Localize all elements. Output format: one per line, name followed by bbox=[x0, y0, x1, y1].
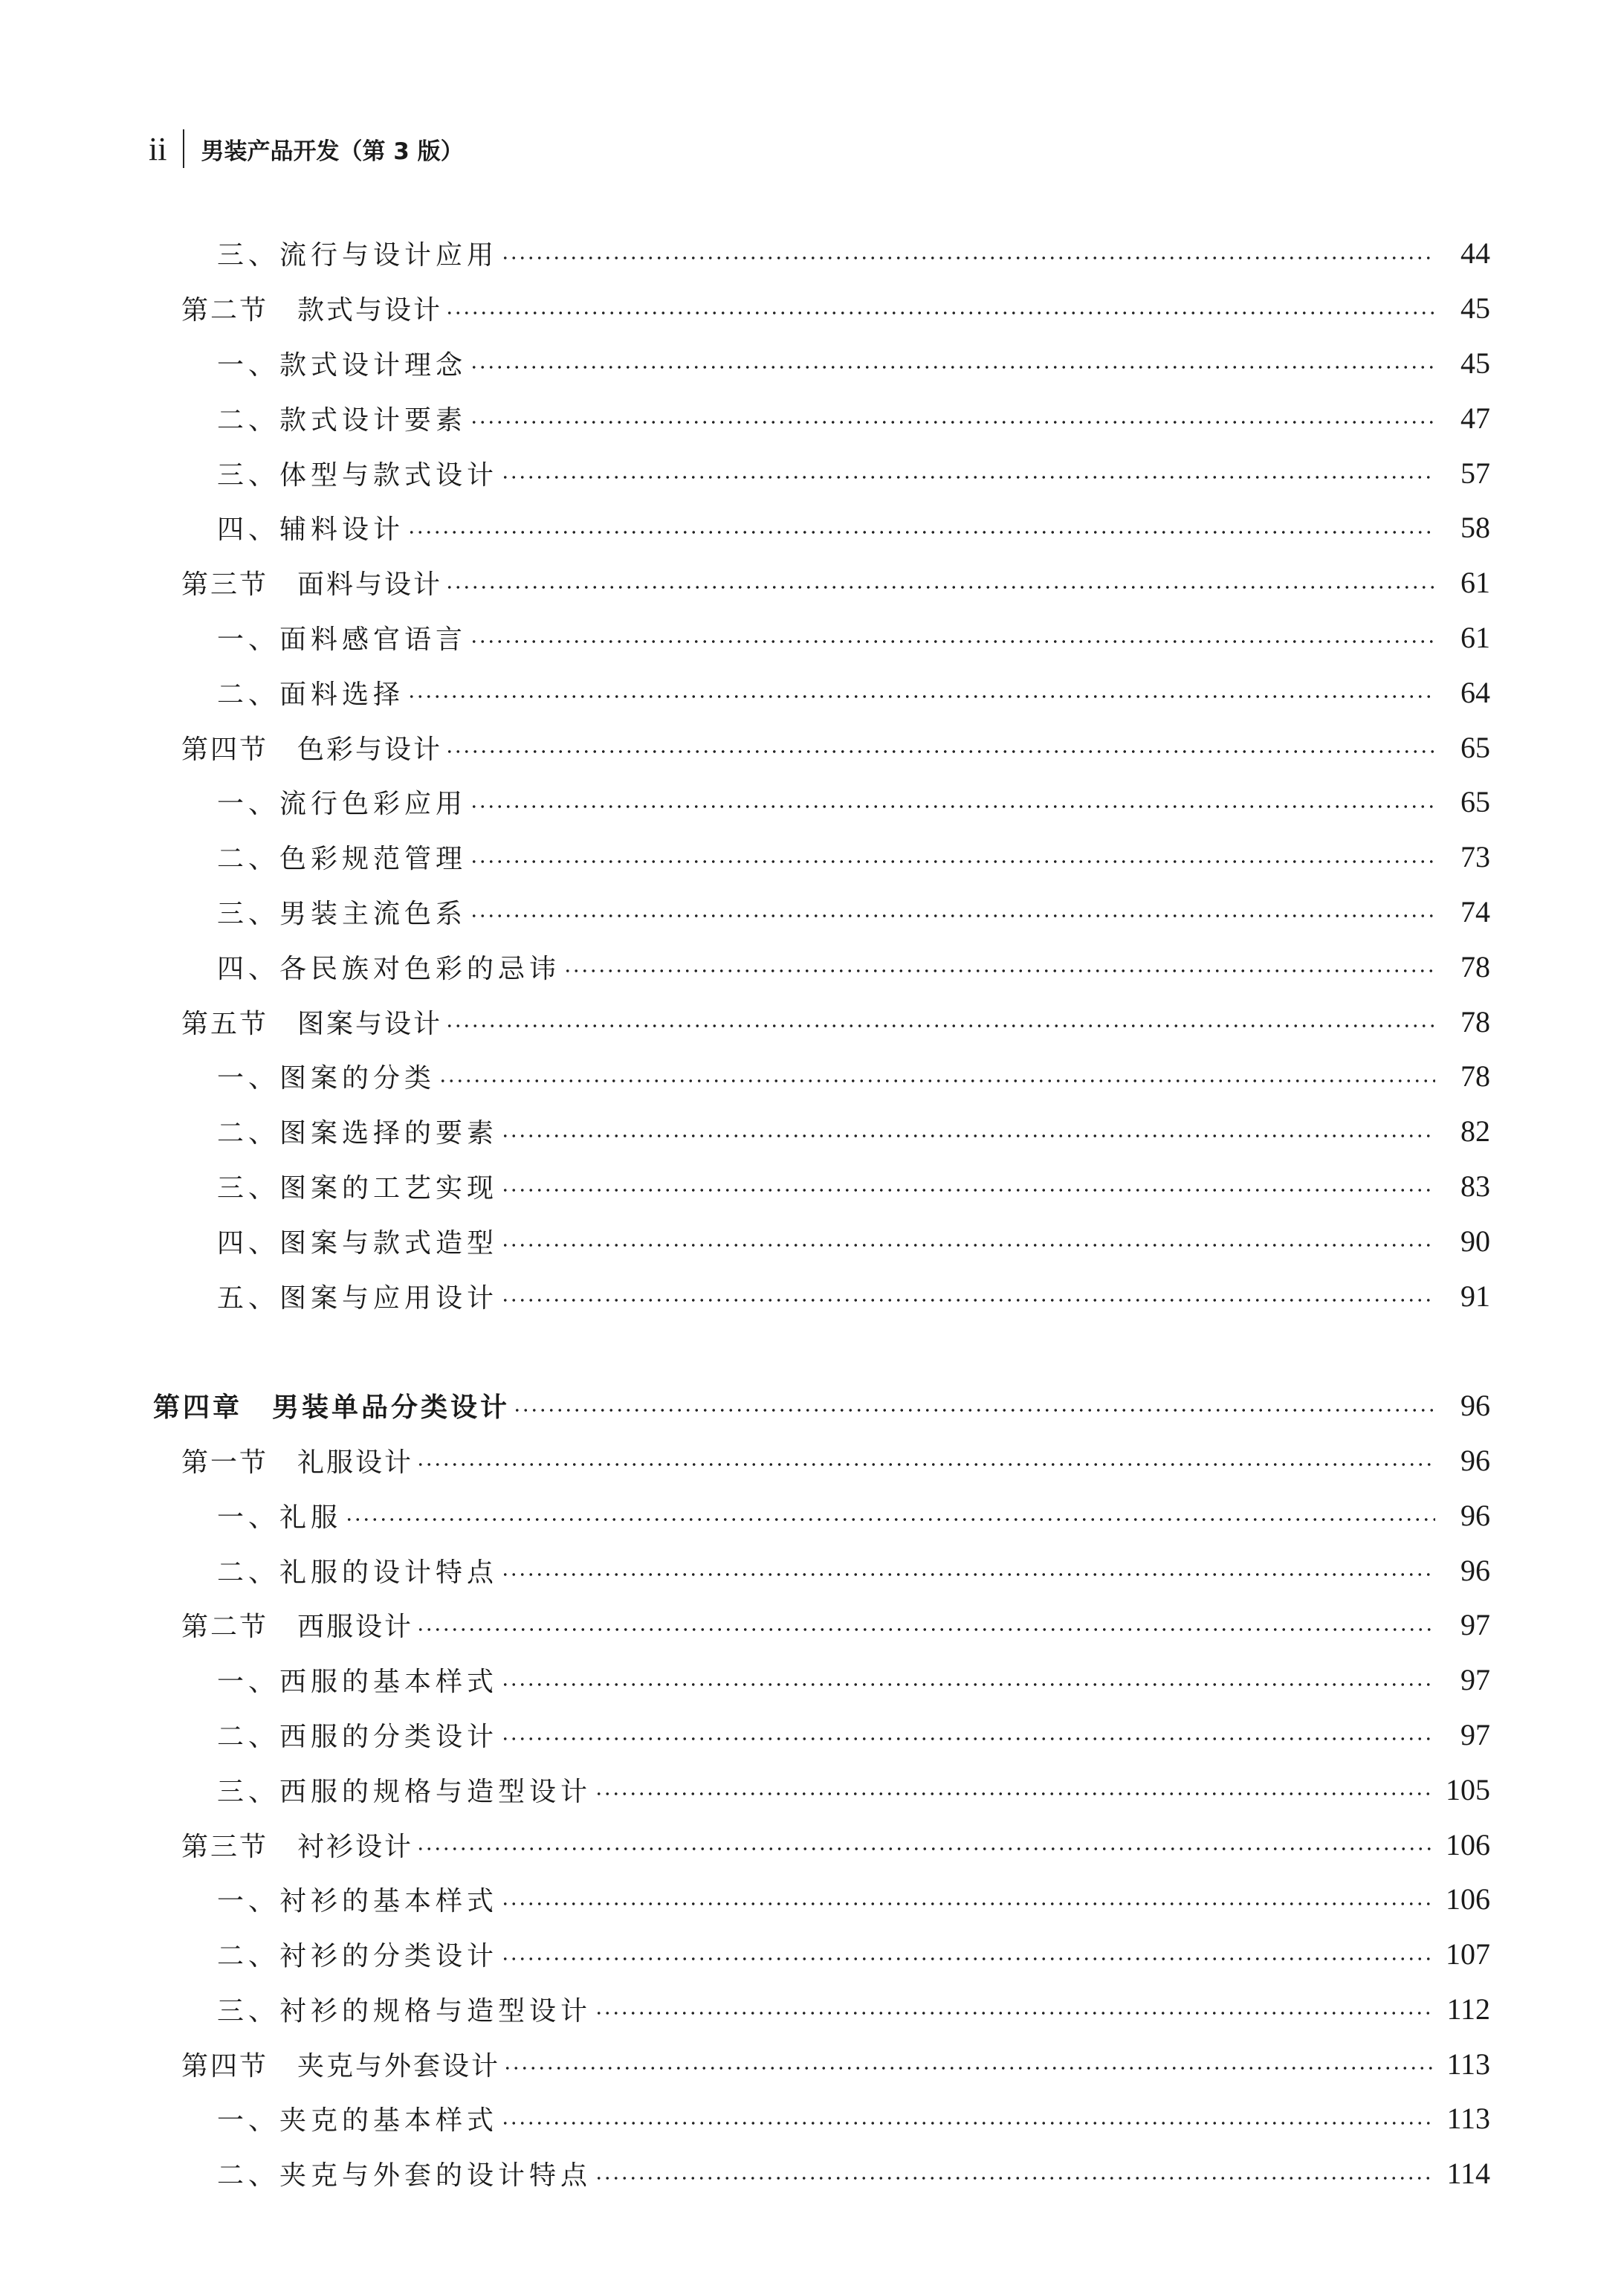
toc-entry[interactable] bbox=[0, 830, 1624, 885]
toc-entry-title: 四、辅料设计 bbox=[217, 514, 405, 546]
dot-leader bbox=[595, 2176, 1435, 2180]
toc-entry[interactable] bbox=[0, 2091, 1624, 2146]
dot-leader bbox=[416, 1462, 1435, 1467]
dot-leader bbox=[501, 1298, 1435, 1302]
toc-page-number: 114 bbox=[1446, 2157, 1490, 2191]
dot-leader bbox=[503, 2066, 1435, 2070]
toc-page-number: 57 bbox=[1460, 456, 1490, 490]
toc-entry[interactable] bbox=[0, 336, 1624, 391]
toc-section[interactable] bbox=[0, 1433, 1624, 1488]
toc-entry-title: 一、礼服 bbox=[217, 1502, 343, 1533]
toc-entry[interactable] bbox=[0, 2146, 1624, 2201]
toc-entry[interactable] bbox=[0, 1104, 1624, 1159]
dot-leader bbox=[501, 1957, 1435, 1961]
book-title: 男装产品开发（第 3 版） bbox=[201, 138, 464, 165]
dot-leader bbox=[470, 859, 1435, 864]
toc-entry-title: 二、色彩规范管理 bbox=[217, 844, 468, 875]
toc-page-number: 113 bbox=[1446, 2047, 1490, 2081]
toc-page-number: 96 bbox=[1460, 1443, 1490, 1477]
toc-page-number: 73 bbox=[1460, 840, 1490, 874]
toc-entry-title: 二、夹克与外套的设计特点 bbox=[217, 2160, 592, 2192]
toc-entry-title: 二、西服的分类设计 bbox=[217, 1721, 499, 1752]
toc-entry-title: 一、款式设计理念 bbox=[217, 349, 468, 381]
toc-page-number: 65 bbox=[1460, 730, 1490, 764]
toc-page-number: 97 bbox=[1460, 1663, 1490, 1697]
toc-page-number: 78 bbox=[1460, 1059, 1490, 1094]
toc-entry-title: 三、流行与设计应用 bbox=[217, 240, 499, 271]
dot-leader bbox=[470, 804, 1435, 809]
toc-page-number: 78 bbox=[1460, 949, 1490, 984]
dot-leader bbox=[595, 1792, 1435, 1796]
toc-page-number: 113 bbox=[1446, 2102, 1490, 2136]
toc-page-number: 61 bbox=[1460, 620, 1490, 654]
dot-leader bbox=[563, 969, 1435, 973]
toc-entry[interactable] bbox=[0, 1872, 1624, 1927]
toc-entry-title: 第四章 男装单品分类设计 bbox=[153, 1392, 511, 1424]
toc-page-number: 106 bbox=[1446, 1882, 1490, 1917]
toc-entry[interactable] bbox=[0, 226, 1624, 281]
toc-entry-title: 二、款式设计要素 bbox=[217, 404, 468, 436]
toc-entry-title: 一、西服的基本样式 bbox=[217, 1667, 499, 1698]
toc-entry[interactable] bbox=[0, 1049, 1624, 1104]
toc-entry[interactable] bbox=[0, 1653, 1624, 1708]
toc-entry-title: 第四节 色彩与设计 bbox=[181, 734, 443, 765]
dot-leader bbox=[445, 585, 1435, 590]
toc-section[interactable] bbox=[0, 720, 1624, 775]
dot-leader bbox=[445, 1024, 1435, 1028]
toc-entry-title: 第五节 图案与设计 bbox=[181, 1008, 443, 1039]
toc-entry-title: 一、面料感官语言 bbox=[217, 624, 468, 655]
toc-entry-title: 第二节 西服设计 bbox=[181, 1612, 414, 1643]
toc-page-number: 106 bbox=[1446, 1827, 1490, 1861]
toc-page-number: 107 bbox=[1446, 1937, 1490, 1972]
dot-leader bbox=[501, 1682, 1435, 1687]
toc-page-number: 78 bbox=[1460, 1004, 1490, 1039]
toc-page-number: 96 bbox=[1460, 1553, 1490, 1587]
dot-leader bbox=[445, 311, 1435, 315]
page-folio: ii bbox=[149, 130, 167, 167]
toc-entry[interactable] bbox=[0, 775, 1624, 830]
toc-entry[interactable] bbox=[0, 1268, 1624, 1323]
toc-page-number: 96 bbox=[1460, 1498, 1490, 1532]
toc-entry-title: 三、衬衫的规格与造型设计 bbox=[217, 1995, 592, 2027]
dot-leader bbox=[416, 1627, 1435, 1632]
toc-entry-title: 三、体型与款式设计 bbox=[217, 459, 499, 491]
toc-section[interactable] bbox=[0, 1817, 1624, 1872]
toc-entry-title: 一、夹克的基本样式 bbox=[217, 2105, 499, 2137]
toc-page-number: 90 bbox=[1460, 1224, 1490, 1258]
toc-page-number: 47 bbox=[1460, 401, 1490, 435]
dot-leader bbox=[345, 1517, 1435, 1522]
dot-leader bbox=[501, 1134, 1435, 1138]
toc-page-number: 45 bbox=[1460, 291, 1490, 326]
dot-leader bbox=[501, 1188, 1435, 1192]
dot-leader bbox=[439, 1079, 1435, 1083]
dot-leader bbox=[513, 1408, 1435, 1412]
toc-entry-title: 二、礼服的设计特点 bbox=[217, 1557, 499, 1588]
toc-entry-title: 三、西服的规格与造型设计 bbox=[217, 1776, 592, 1807]
toc-entry[interactable] bbox=[0, 939, 1624, 994]
toc-entry-title: 一、流行色彩应用 bbox=[217, 789, 468, 820]
header-divider bbox=[183, 129, 184, 168]
toc-entry[interactable] bbox=[0, 1213, 1624, 1268]
dot-leader bbox=[470, 639, 1435, 644]
toc-page-number: 105 bbox=[1446, 1772, 1490, 1806]
toc-entry-title: 二、面料选择 bbox=[217, 679, 405, 710]
toc-page-number: 112 bbox=[1446, 1992, 1490, 2026]
toc-entry-title: 二、图案选择的要素 bbox=[217, 1118, 499, 1149]
table-of-contents bbox=[0, 226, 1624, 2201]
toc-page-number: 96 bbox=[1460, 1389, 1490, 1423]
toc-section[interactable] bbox=[0, 994, 1624, 1049]
dot-leader bbox=[470, 914, 1435, 918]
toc-entry[interactable] bbox=[0, 1488, 1624, 1543]
toc-entry-title: 三、男装主流色系 bbox=[217, 898, 468, 929]
toc-entry-title: 第一节 礼服设计 bbox=[181, 1447, 414, 1478]
dot-leader bbox=[501, 1737, 1435, 1741]
dot-leader bbox=[501, 1572, 1435, 1577]
toc-entry[interactable] bbox=[0, 1927, 1624, 1982]
toc-page-number: 97 bbox=[1460, 1717, 1490, 1751]
toc-entry-title: 一、图案的分类 bbox=[217, 1063, 436, 1094]
dot-leader bbox=[407, 694, 1435, 699]
toc-entry-title: 第三节 衬衫设计 bbox=[181, 1831, 414, 1862]
toc-entry[interactable] bbox=[0, 445, 1624, 500]
toc-entry[interactable] bbox=[0, 610, 1624, 665]
toc-page-number: 44 bbox=[1460, 236, 1490, 271]
toc-entry-title: 第三节 面料与设计 bbox=[181, 569, 443, 601]
dot-leader bbox=[501, 256, 1435, 260]
toc-page-number: 83 bbox=[1460, 1169, 1490, 1203]
toc-entry[interactable] bbox=[0, 500, 1624, 555]
toc-entry-title: 四、图案与款式造型 bbox=[217, 1227, 499, 1259]
toc-entry[interactable] bbox=[0, 1982, 1624, 2037]
toc-entry[interactable] bbox=[0, 1159, 1624, 1214]
dot-leader bbox=[407, 530, 1435, 535]
toc-entry[interactable] bbox=[0, 390, 1624, 445]
toc-page-number: 97 bbox=[1460, 1608, 1490, 1642]
dot-leader bbox=[501, 2121, 1435, 2125]
toc-page-number: 45 bbox=[1460, 346, 1490, 380]
running-header bbox=[149, 126, 464, 171]
toc-entry-title: 第四节 夹克与外套设计 bbox=[181, 2050, 501, 2082]
toc-entry-title: 五、图案与应用设计 bbox=[217, 1282, 499, 1314]
toc-entry[interactable] bbox=[0, 885, 1624, 940]
toc-entry-title: 一、衬衫的基本样式 bbox=[217, 1886, 499, 1917]
toc-entry[interactable] bbox=[0, 1543, 1624, 1598]
toc-entry-title: 四、各民族对色彩的忌讳 bbox=[217, 953, 561, 984]
dot-leader bbox=[501, 1243, 1435, 1247]
toc-section[interactable] bbox=[0, 555, 1624, 610]
toc-page-number: 58 bbox=[1460, 511, 1490, 545]
toc-page-number: 61 bbox=[1460, 566, 1490, 600]
toc-entry-title: 第二节 款式与设计 bbox=[181, 295, 443, 326]
dot-leader bbox=[470, 365, 1435, 369]
toc-entry-title: 二、衬衫的分类设计 bbox=[217, 1941, 499, 1972]
dot-leader bbox=[470, 420, 1435, 424]
toc-entry[interactable] bbox=[0, 665, 1624, 720]
toc-page-number: 91 bbox=[1460, 1279, 1490, 1313]
toc-page-number: 82 bbox=[1460, 1114, 1490, 1149]
toc-page-number: 65 bbox=[1460, 785, 1490, 819]
dot-leader bbox=[416, 1847, 1435, 1851]
toc-entry-title: 三、图案的工艺实现 bbox=[217, 1172, 499, 1204]
toc-chapter[interactable] bbox=[0, 1378, 1624, 1433]
toc-page-number: 74 bbox=[1460, 894, 1490, 929]
dot-leader bbox=[595, 2011, 1435, 2015]
dot-leader bbox=[445, 749, 1435, 754]
dot-leader bbox=[501, 1902, 1435, 1906]
toc-section[interactable] bbox=[0, 2036, 1624, 2091]
toc-entry[interactable] bbox=[0, 1762, 1624, 1817]
toc-section[interactable] bbox=[0, 1598, 1624, 1653]
toc-section[interactable] bbox=[0, 281, 1624, 336]
toc-page-number: 64 bbox=[1460, 675, 1490, 709]
toc-entry[interactable] bbox=[0, 1708, 1624, 1763]
dot-leader bbox=[501, 475, 1435, 479]
toc-spacer bbox=[0, 1323, 1624, 1378]
